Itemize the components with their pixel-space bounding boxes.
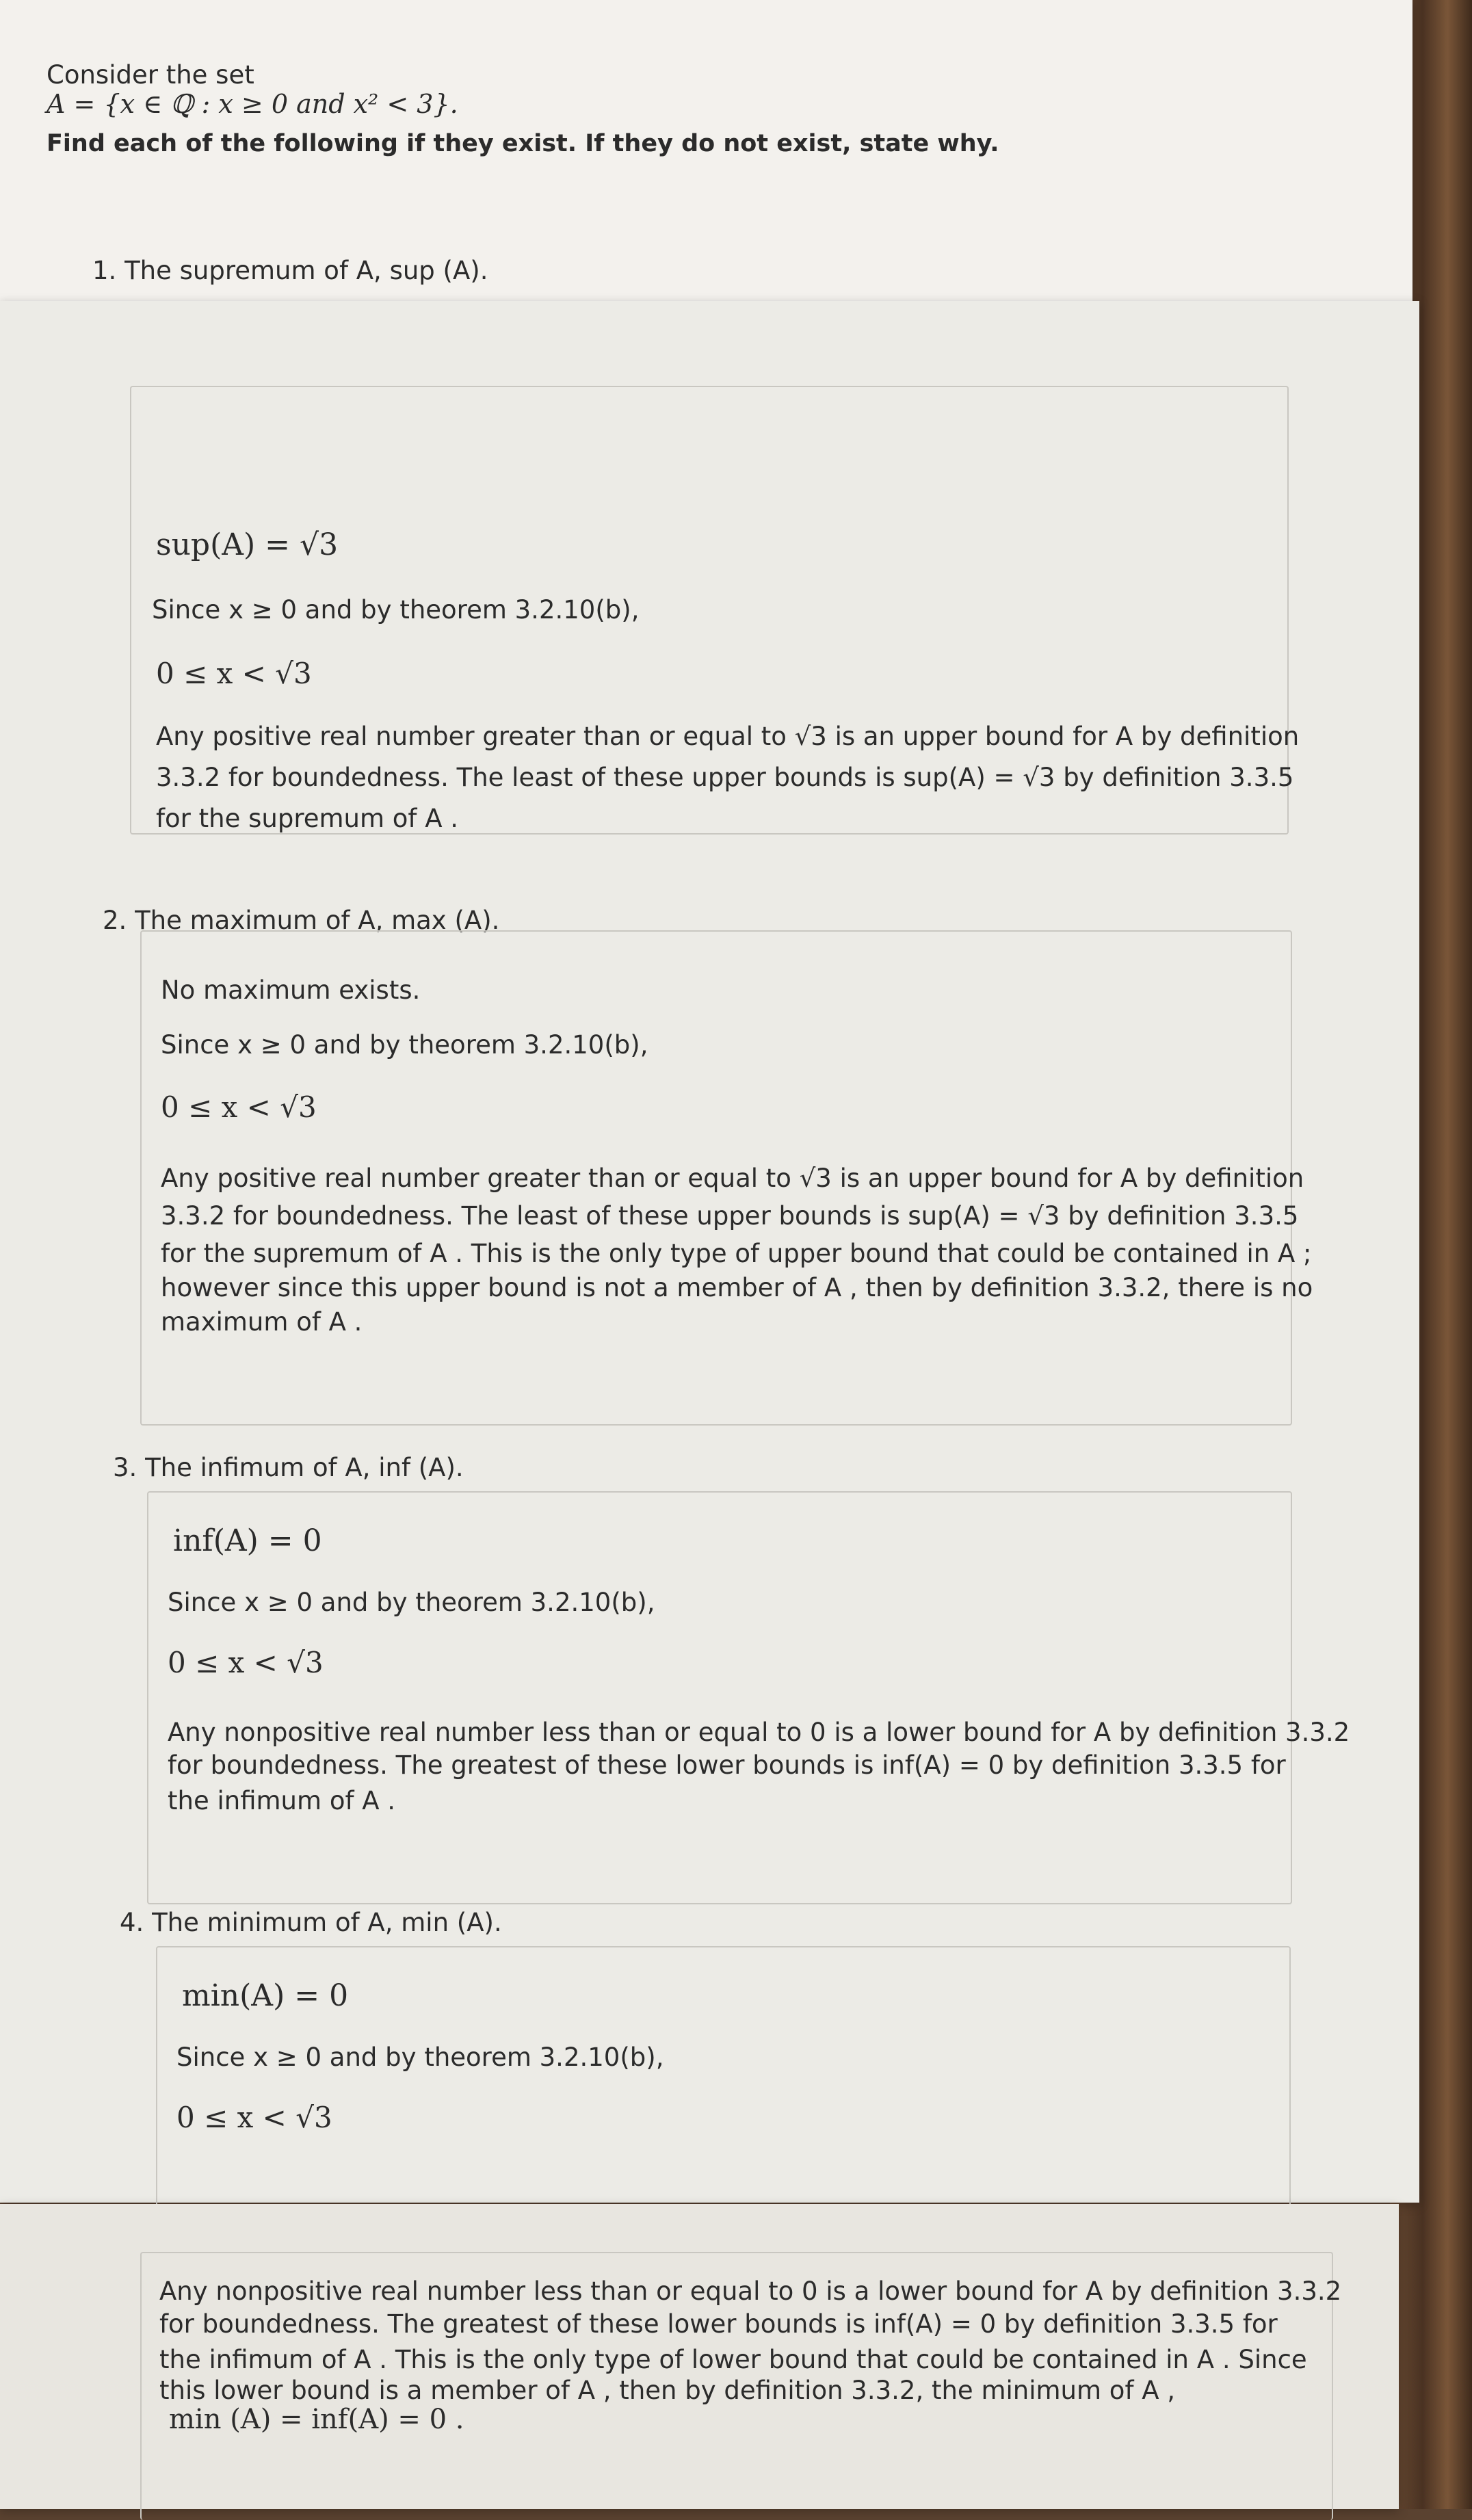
q4-para-line1: Any nonpositive real number less than or equal to 0 is a lower bound for A by definition 3.3.2: [159, 2276, 1342, 2306]
question-2-heading: 2. The maximum of A, max (A).: [103, 906, 500, 935]
answer-box-3: [147, 1491, 1350, 1904]
q3-para-line1: Any nonpositive real number less than or equal to 0 is a lower bound for A by definition 3.3.2: [168, 1718, 1350, 1747]
intro-line: Consider the set: [47, 60, 254, 90]
q2-para-line2: 3.3.2 for boundedness. The least of these upper bounds is sup(A) = √3 by definition 3.3.5: [161, 1201, 1299, 1231]
q4-para-line2: for boundedness. The greatest of these lower bounds is inf(A) = 0 by definition 3.3.5 for: [159, 2309, 1278, 2339]
instructions: Find each of the following if they exist. If they do not exist, state why.: [47, 130, 999, 157]
q1-para-line1: Any positive real number greater than or equal to √3 is an upper bound for A by definition: [156, 722, 1300, 751]
q4-inequality: 0 ≤ x < √3: [176, 2101, 332, 2134]
q1-para-line3: for the supremum of A .: [156, 804, 459, 833]
answer-box-4: [156, 1946, 1291, 2207]
q1-para-line2: 3.3.2 for boundedness. The least of these upper bounds is sup(A) = √3 by definition 3.3.5: [156, 763, 1294, 792]
q1-since: Since x ≥ 0 and by theorem 3.2.10(b),: [152, 595, 640, 625]
q4-answer: min(A) = 0: [182, 1978, 349, 2013]
answer-box-2: [140, 930, 1313, 1426]
set-definition: A = {x ∈ ℚ : x ≥ 0 and x² < 3}.: [47, 89, 458, 119]
question-4-heading: 4. The minimum of A, min (A).: [120, 1908, 502, 1937]
q3-para-line2: for boundedness. The greatest of these lower bounds is inf(A) = 0 by definition 3.3.5 for: [168, 1750, 1286, 1780]
q4-since: Since x ≥ 0 and by theorem 3.2.10(b),: [176, 2043, 664, 2072]
q1-answer: sup(A) = √3: [156, 527, 339, 562]
q2-answer: No maximum exists.: [161, 975, 421, 1005]
answer-box-4-continued: [140, 2252, 1342, 2520]
q2-para-line4: however since this upper bound is not a member of A , then by definition 3.3.2, there is no: [161, 1273, 1313, 1302]
q2-inequality: 0 ≤ x < √3: [161, 1090, 317, 1124]
paper-sheet-2: [0, 301, 1419, 2203]
q4-para-line4: this lower bound is a member of A , then by definition 3.3.2, the minimum of A ,: [159, 2376, 1176, 2405]
q3-answer: inf(A) = 0: [173, 1523, 322, 1558]
question-3-heading: 3. The infimum of A, inf (A).: [113, 1453, 464, 1482]
q3-inequality: 0 ≤ x < √3: [168, 1646, 324, 1679]
q3-para-line3: the infimum of A .: [168, 1786, 396, 1815]
q2-para-line5: maximum of A .: [161, 1307, 363, 1337]
q4-conclusion: min (A) = inf(A) = 0 .: [169, 2404, 464, 2435]
q4-para-line3: the infimum of A . This is the only type of lower bound that could be contained in A . Since: [159, 2345, 1307, 2374]
paper-sheet-3: [0, 2204, 1399, 2509]
q3-since: Since x ≥ 0 and by theorem 3.2.10(b),: [168, 1588, 655, 1617]
q2-para-line3: for the supremum of A . This is the only type of upper bound that could be contained in A ;: [161, 1239, 1312, 1268]
q2-since: Since x ≥ 0 and by theorem 3.2.10(b),: [161, 1030, 648, 1060]
question-1-heading: 1. The supremum of A, sup (A).: [92, 256, 488, 285]
answer-box-1: [130, 386, 1300, 835]
q2-para-line1: Any positive real number greater than or equal to √3 is an upper bound for A by definition: [161, 1164, 1304, 1193]
q1-inequality: 0 ≤ x < √3: [156, 657, 312, 690]
